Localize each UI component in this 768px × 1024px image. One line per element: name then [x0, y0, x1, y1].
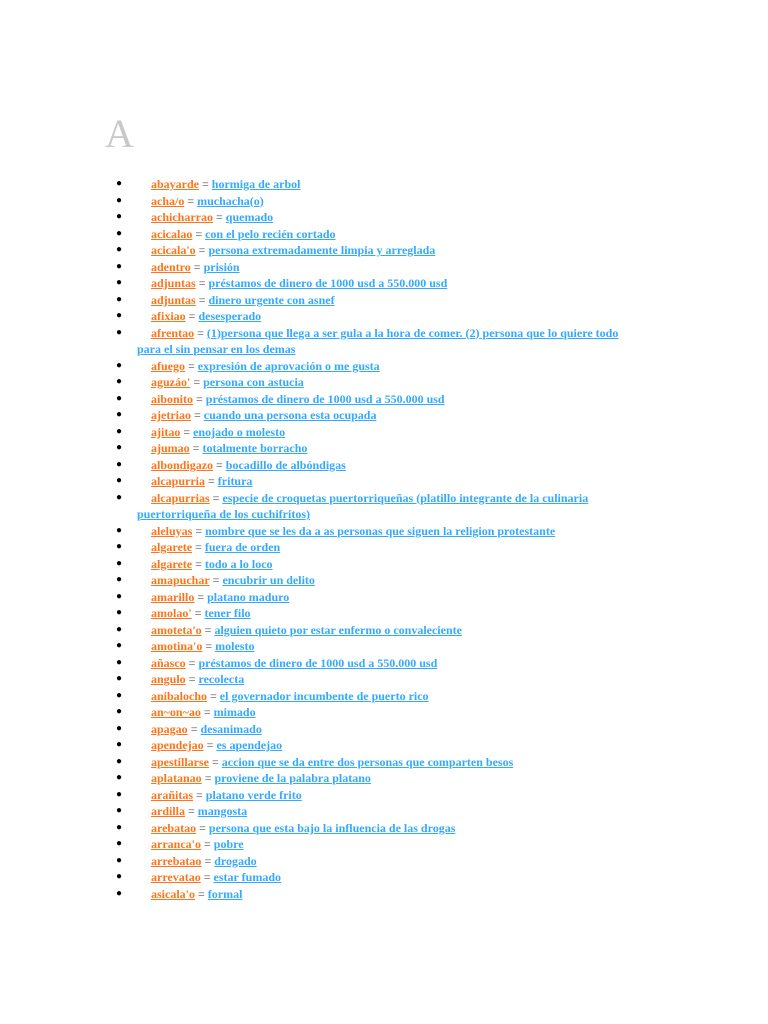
list-item: [0, 836, 768, 853]
definition-link[interactable]: tener filo: [204, 606, 251, 620]
bullet-icon: ●: [115, 359, 123, 371]
bullet-icon: ●: [115, 706, 123, 717]
list-item: [0, 787, 768, 804]
bullet-icon: ●: [115, 310, 123, 321]
list-item: [0, 622, 768, 639]
separator: =: [184, 193, 198, 208]
term-link[interactable]: afixiao: [151, 309, 186, 323]
list-item: [0, 853, 768, 870]
definition-link[interactable]: hormiga de arbol: [211, 177, 301, 191]
definition-link[interactable]: especie de croquetas puertorriqueñas (platillo integrante de la culinaria puertorriqueña de los cuchifritos): [137, 490, 589, 521]
bullet-icon: ●: [115, 260, 123, 272]
list-item: [0, 556, 768, 573]
term-link[interactable]: acicala'o: [151, 243, 196, 257]
list-item: [0, 869, 768, 886]
definition-link[interactable]: mimado: [213, 705, 256, 719]
list-item: [0, 193, 768, 210]
bullet-icon: ●: [115, 409, 123, 420]
term-link[interactable]: adjuntas: [151, 292, 196, 307]
definition-link[interactable]: nombre que se les da a as personas que siguen la religion protestante: [205, 523, 556, 538]
definition-link[interactable]: mangosta: [197, 804, 248, 818]
bullet-icon: ●: [115, 211, 123, 222]
term-link[interactable]: afuego: [151, 358, 185, 373]
term-link[interactable]: an~on~ao: [151, 705, 201, 719]
term-link[interactable]: ajetriao: [151, 408, 191, 422]
definition-link[interactable]: molesto: [215, 639, 255, 653]
definition-link[interactable]: (1)persona que llega a ser gula a la hora de comer. (2) persona que lo quiere todo para el sin pensar en los demas: [137, 325, 619, 356]
definition-link[interactable]: persona extremadamente limpia y arreglada: [208, 243, 436, 257]
definition-link[interactable]: con el pelo recién cortado: [205, 226, 336, 241]
definition-link[interactable]: totalmente borracho: [202, 441, 308, 455]
letter-heading: A: [105, 111, 134, 156]
list-item: [0, 275, 768, 292]
definition-link[interactable]: recolecta: [198, 672, 245, 686]
list-item: [0, 242, 768, 259]
term-link[interactable]: asicala'o: [151, 886, 195, 901]
term-link[interactable]: alcapurrias: [151, 490, 210, 505]
definition-link[interactable]: el governador incumbente de puerto rico: [219, 688, 429, 703]
separator: =: [213, 457, 226, 472]
bullet-icon: ●: [115, 277, 123, 288]
term-link[interactable]: achicharrao: [151, 210, 213, 224]
list-item: [0, 638, 768, 655]
separator: =: [203, 738, 217, 752]
separator: =: [190, 375, 204, 389]
separator: =: [201, 622, 215, 637]
list-item: [0, 292, 768, 309]
definition-link[interactable]: persona que esta bajo la influencia de las drogas: [208, 820, 456, 835]
definition-link[interactable]: alguien quieto por estar enfermo o convaleciente: [214, 622, 462, 637]
definition-link[interactable]: desanimado: [200, 721, 262, 736]
term-link[interactable]: apagao: [151, 721, 188, 736]
term-link[interactable]: anibalocho: [151, 688, 208, 703]
term-link[interactable]: aibonito: [151, 391, 194, 406]
term-link[interactable]: amolao': [151, 606, 192, 620]
bullet-icon: ●: [115, 392, 123, 404]
bullet-icon: ●: [115, 227, 123, 239]
separator: =: [209, 490, 223, 505]
definition-link[interactable]: expresión de aprovación o me gusta: [197, 358, 380, 373]
list-item: [0, 358, 768, 375]
term-link[interactable]: arrebatao: [151, 853, 202, 868]
definition-link[interactable]: drogado: [214, 853, 257, 868]
separator: =: [213, 210, 226, 224]
separator: =: [199, 177, 212, 191]
separator: =: [202, 639, 216, 653]
term-link[interactable]: aplatanao: [151, 771, 202, 785]
list-item: [0, 523, 768, 540]
separator: =: [185, 672, 199, 686]
separator: =: [191, 606, 205, 620]
term-link[interactable]: apestillarse: [151, 754, 209, 769]
term-link[interactable]: aleluyas: [151, 523, 193, 538]
list-item: [0, 704, 768, 721]
bullet-icon: ●: [115, 541, 123, 552]
bullet-icon: ●: [115, 887, 123, 899]
term-link[interactable]: añasco: [151, 655, 186, 670]
list-item: [0, 308, 768, 325]
term-link[interactable]: alcapurria: [151, 474, 205, 488]
list-item: [0, 770, 768, 787]
list-item: [0, 688, 768, 705]
term-link[interactable]: ajumao: [151, 441, 190, 455]
definition-link[interactable]: préstamos de dinero de 1000 usd a 550.000 usd: [205, 391, 445, 406]
bullet-icon: ●: [115, 722, 123, 734]
separator: =: [200, 870, 214, 884]
separator: =: [189, 441, 203, 455]
bullet-icon: ●: [115, 673, 123, 684]
term-link[interactable]: adentro: [151, 259, 191, 274]
list-item: [0, 374, 768, 391]
separator: =: [193, 787, 206, 802]
list-item: [0, 572, 768, 589]
separator: =: [185, 655, 199, 670]
list-item: [0, 671, 768, 688]
bullet-icon: ●: [115, 557, 123, 569]
separator: =: [192, 540, 205, 554]
separator: =: [200, 705, 214, 719]
list-item: [0, 490, 768, 523]
separator: =: [194, 325, 207, 340]
bullet-icon: ●: [115, 442, 123, 453]
bullet-icon: ●: [115, 821, 123, 833]
definition-link[interactable]: dinero urgente con asnef: [208, 292, 335, 307]
bullet-icon: ●: [115, 772, 123, 783]
separator: =: [195, 886, 208, 901]
bullet-icon: ●: [115, 376, 123, 387]
list-item: [0, 737, 768, 754]
list-item: [0, 259, 768, 276]
list-item: [0, 440, 768, 457]
list-item: [0, 424, 768, 441]
bullet-icon: ●: [115, 871, 123, 882]
term-link[interactable]: acicalao: [151, 226, 193, 241]
term-link[interactable]: amoteta'o: [151, 622, 202, 637]
term-link[interactable]: aguzáo': [151, 375, 191, 389]
definition-link[interactable]: quemado: [225, 210, 274, 224]
list-item: [0, 176, 768, 193]
separator: =: [185, 309, 199, 323]
list-item: [0, 325, 768, 358]
separator: =: [194, 589, 208, 604]
bullet-icon: ●: [115, 788, 123, 800]
list-item: [0, 886, 768, 903]
separator: =: [185, 804, 198, 818]
separator: =: [201, 771, 215, 785]
glossary-list: [0, 176, 768, 902]
bullet-icon: ●: [115, 623, 123, 635]
list-item: [0, 820, 768, 837]
separator: =: [192, 556, 205, 571]
definition-link[interactable]: encubrir un delito: [222, 573, 315, 587]
list-item: [0, 473, 768, 490]
definition-link[interactable]: préstamos de dinero de 1000 usd a 550.000 usd: [198, 655, 438, 670]
bullet-icon: ●: [115, 574, 123, 585]
definition-link[interactable]: formal: [207, 886, 243, 901]
list-item: [0, 605, 768, 622]
term-link[interactable]: arrevatao: [151, 870, 201, 884]
term-link[interactable]: albondigazo: [151, 457, 214, 472]
bullet-icon: ●: [115, 326, 123, 338]
bullet-icon: ●: [115, 524, 123, 536]
list-item: [0, 539, 768, 556]
term-link[interactable]: algarete: [151, 556, 193, 571]
definition-link[interactable]: bocadillo de albóndigas: [225, 457, 346, 472]
list-item: [0, 407, 768, 424]
definition-link[interactable]: préstamos de dinero de 1000 usd a 550.000 usd: [208, 276, 448, 290]
list-item: [0, 655, 768, 672]
bullet-icon: ●: [115, 178, 123, 189]
bullet-icon: ●: [115, 425, 123, 437]
term-link[interactable]: adjuntas: [151, 276, 196, 290]
bullet-icon: ●: [115, 854, 123, 866]
definition-link[interactable]: platano verde frito: [205, 787, 302, 802]
bullet-icon: ●: [115, 244, 123, 255]
separator: =: [195, 292, 209, 307]
term-link[interactable]: ajitao: [151, 424, 181, 439]
separator: =: [207, 688, 220, 703]
definition-link[interactable]: muchacha(o): [197, 193, 264, 208]
term-link[interactable]: angulo: [151, 672, 186, 686]
list-item: [0, 721, 768, 738]
separator: =: [195, 276, 209, 290]
bullet-icon: ●: [115, 491, 123, 503]
term-link[interactable]: abayarde: [151, 177, 199, 191]
list-item: [0, 754, 768, 771]
separator: =: [192, 226, 206, 241]
separator: =: [205, 474, 218, 488]
term-link[interactable]: amarillo: [151, 589, 195, 604]
bullet-icon: ●: [115, 755, 123, 767]
definition-link[interactable]: proviene de la palabra platano: [214, 771, 371, 785]
term-link[interactable]: algarete: [151, 540, 193, 554]
separator: =: [185, 358, 198, 373]
definition-link[interactable]: enojado o molesto: [193, 424, 286, 439]
separator: =: [201, 837, 214, 851]
list-item: [0, 589, 768, 606]
definition-link[interactable]: fuera de orden: [204, 540, 281, 554]
definition-link[interactable]: prisión: [203, 259, 240, 274]
list-item: [0, 226, 768, 243]
term-link[interactable]: arañitas: [151, 787, 193, 802]
bullet-icon: ●: [115, 458, 123, 470]
term-link[interactable]: apendejao: [151, 738, 204, 752]
definition-link[interactable]: cuando una persona esta ocupada: [203, 408, 377, 422]
list-item: [0, 457, 768, 474]
separator: =: [192, 523, 206, 538]
separator: =: [196, 820, 209, 835]
separator: =: [187, 721, 201, 736]
definition-link[interactable]: todo a lo loco: [204, 556, 273, 571]
separator: =: [190, 408, 204, 422]
definition-link[interactable]: desesperado: [198, 309, 262, 323]
term-link[interactable]: arebatao: [151, 820, 197, 835]
definition-link[interactable]: platano maduro: [207, 589, 290, 604]
bullet-icon: ●: [115, 194, 123, 206]
list-item: [0, 391, 768, 408]
bullet-icon: ●: [115, 838, 123, 849]
definition-link[interactable]: persona con astucia: [203, 375, 304, 389]
separator: =: [195, 243, 209, 257]
bullet-icon: ●: [115, 739, 123, 750]
separator: =: [180, 424, 194, 439]
bullet-icon: ●: [115, 656, 123, 668]
definition-link[interactable]: fritura: [217, 474, 253, 488]
bullet-icon: ●: [115, 475, 123, 486]
bullet-icon: ●: [115, 689, 123, 701]
bullet-icon: ●: [115, 640, 123, 651]
bullet-icon: ●: [115, 805, 123, 816]
list-item: [0, 209, 768, 226]
bullet-icon: ●: [115, 590, 123, 602]
separator: =: [201, 853, 215, 868]
term-link[interactable]: ardilla: [151, 804, 186, 818]
term-link[interactable]: amapuchar: [151, 573, 210, 587]
term-link[interactable]: arranca'o: [151, 837, 201, 851]
separator: =: [190, 259, 204, 274]
definition-link[interactable]: accion que se da entre dos personas que comparten besos: [221, 754, 514, 769]
bullet-icon: ●: [115, 607, 123, 618]
term-link[interactable]: acha/o: [151, 193, 185, 208]
definition-link[interactable]: estar fumado: [213, 870, 281, 884]
term-link[interactable]: afrentao: [151, 325, 195, 340]
separator: =: [209, 754, 222, 769]
list-item: [0, 803, 768, 820]
separator: =: [209, 573, 223, 587]
separator: =: [193, 391, 206, 406]
bullet-icon: ●: [115, 293, 123, 305]
definition-link[interactable]: pobre: [213, 837, 244, 851]
term-link[interactable]: amotina'o: [151, 639, 203, 653]
definition-link[interactable]: es apendejao: [216, 738, 283, 752]
